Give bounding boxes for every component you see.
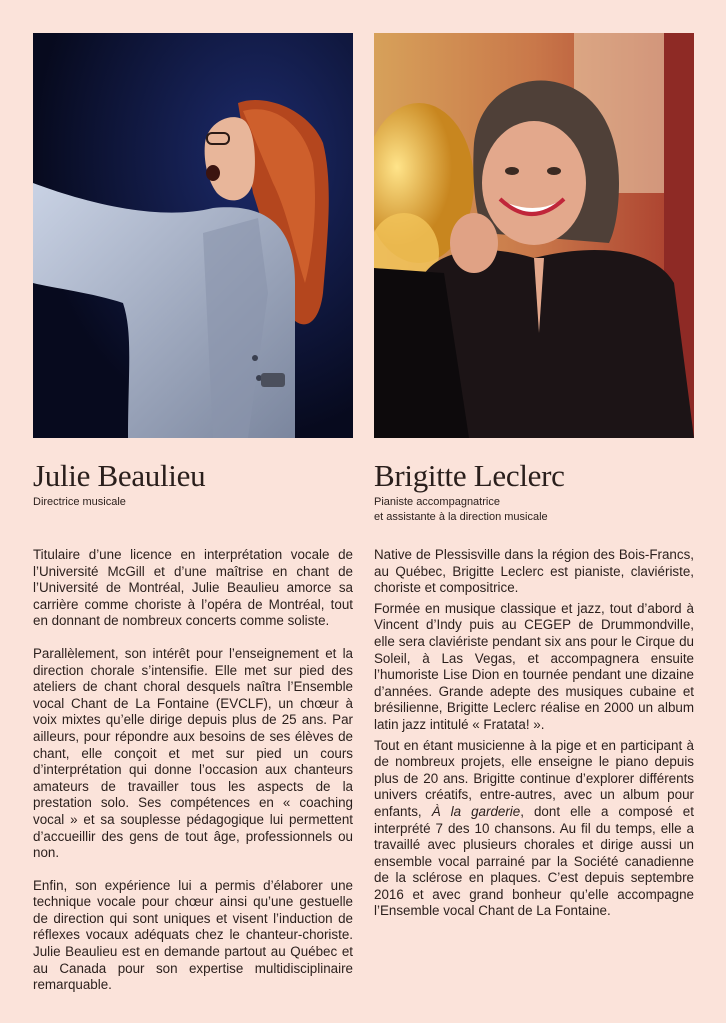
bio-paragraph: Titulaire d’une licence en interprétation vocale de l’Université McGill et d’une maîtrise en chant de l’Université de Montréal, Julie Beaulieu amorce sa carrière comme choriste à l’opéra de Montréal, tout en donnant de nombreux concerts comme soliste. <box>33 547 353 629</box>
bio-text: , dont elle a composé et interprété 7 des 10 chansons. Au fil du temps, elle a travaillé avec plusieurs chorales et dirige aussi un ensemble vocal parrainé par la Société canadienne de la sclérose en plaques. C’est depuis septembre 2016 et avec grand bonheur qu’elle accompagne l’Ensemble vocal Chant de La Fontaine. <box>374 803 694 919</box>
bio-paragraph: Parallèlement, son intérêt pour l’enseignement et la direction chorale s’intensifie. Elle met sur pied des ateliers de chant choral desquels naîtra l’Ensemble vocal Chant de La Fontaine (EVCLF), un chœur à voix mixtes qu’elle dirige depuis plus de 25 ans. Par ailleurs, pour répondre aux besoins de ses élèves de chant, elle conçoit et met sur pied un cours d’interprétation qui donne l’occasion aux chanteurs amateurs de travailler tous les aspects de la prestation solo. Ses compétences en « coaching vocal » et sa souplesse pédagogique lui permettent d’accueillir des gens de tout âge, professionnels ou non. <box>33 645 353 861</box>
role-line: Directrice musicale <box>33 496 126 508</box>
bio-paragraph: Formée en musique classique et jazz, tout d’abord à Vincent d’Indy puis au CEGEP de Drummondville, elle sera claviériste pendant six ans pour le Cirque du Soleil, à Las Vegas, et accompagnera ensuite l’humoriste Lise Dion en tournée pendant une dizaine d’années. Grande adepte des musiques cubaine et brésilienne, Brigitte Leclerc réalise en 2000 un album latin jazz intitulé « Fratata! ». <box>374 600 694 732</box>
person-role <box>33 495 126 510</box>
role-line: Pianiste accompagnatrice <box>374 496 500 508</box>
bio-paragraph: Native de Plessisville dans la région des Bois-Francs, au Québec, Brigitte Leclerc est pianiste, claviériste, choriste et compositrice. <box>374 547 694 596</box>
bio-text: Tout en étant musicienne à la pige et en participant à de nombreux projets, elle enseigne le piano depuis plus de 20 ans. Brigitte continue d’explorer différents univers créatifs, entre-autres, avec un album pour enfants, <box>374 737 694 819</box>
person-name: Brigitte Leclerc <box>374 458 565 493</box>
biography <box>374 547 694 920</box>
portrait-pianist-photo <box>374 33 694 438</box>
person-role <box>374 495 548 525</box>
album-title: À la garderie <box>431 803 521 819</box>
role-line: et assistante à la direction musicale <box>374 511 548 523</box>
biography <box>33 547 353 994</box>
bio-paragraph: Enfin, son expérience lui a permis d’élaborer une technique vocale pour chœur ainsi qu’une gestuelle de direction qui sont uniques et visent l’induction de réflexes vocaux adéquats chez le chanteur-choriste. Julie Beaulieu est en demande partout au Québec et au Canada pour son expertise multidisciplinaire remarquable. <box>33 877 353 993</box>
person-name: Julie Beaulieu <box>33 458 206 493</box>
bio-paragraph <box>374 738 694 921</box>
portrait-conductor-photo <box>33 33 353 438</box>
